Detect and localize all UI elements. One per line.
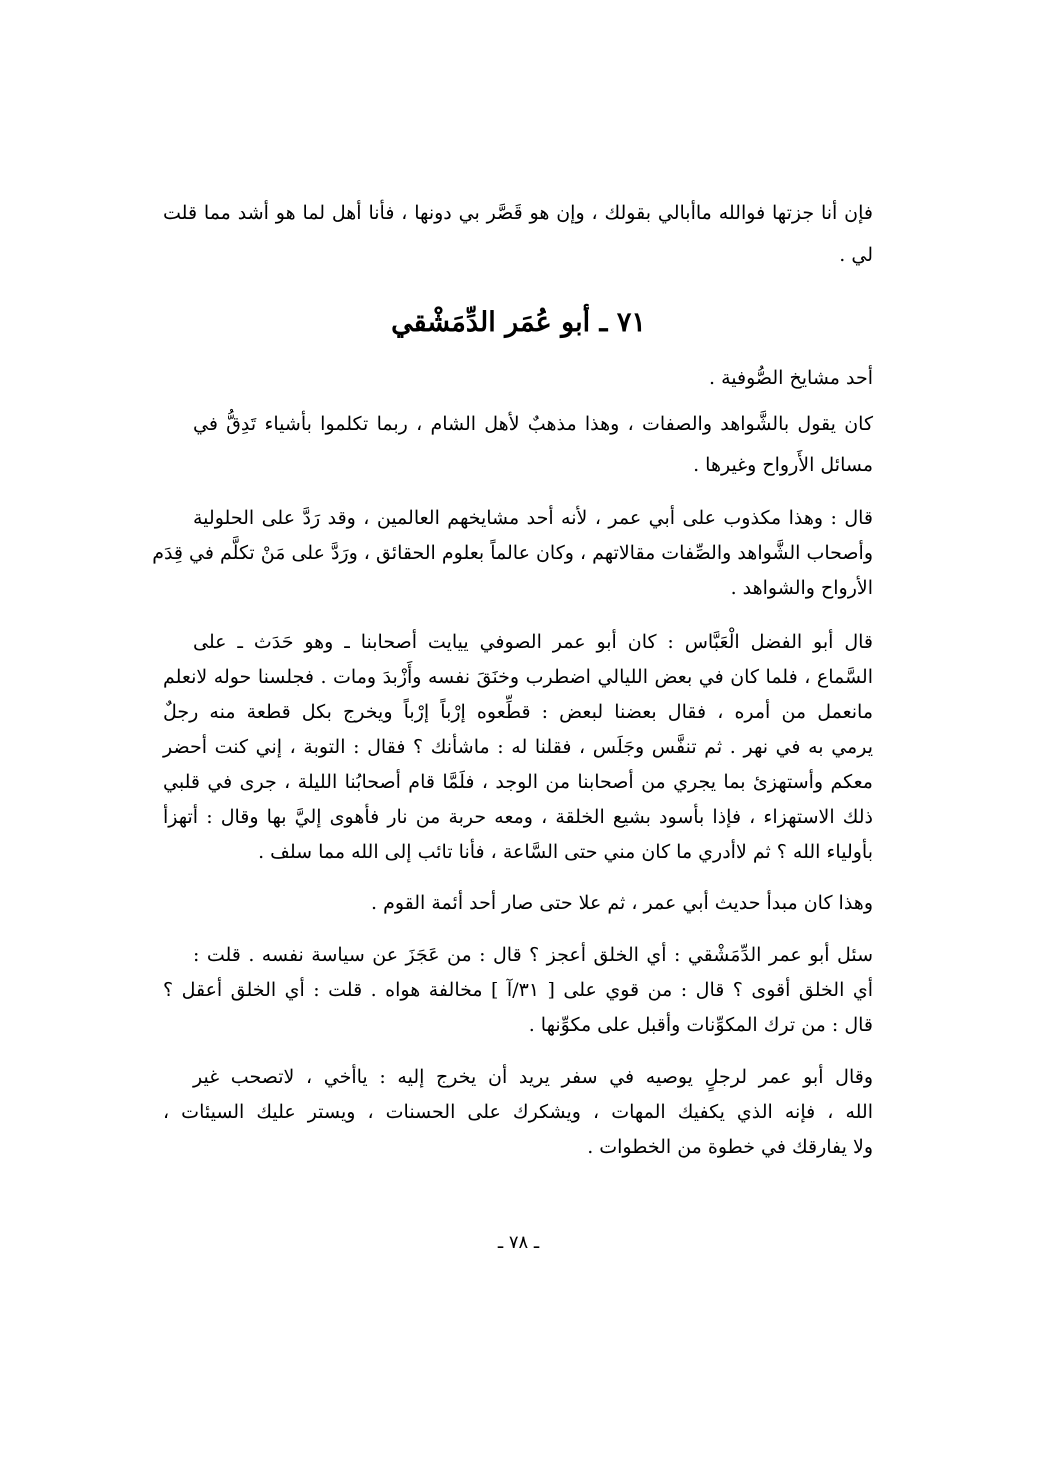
text-line: قال : وهذا مكذوب على أبي عمر ، لأنه أحد مشايخهم العالمين ، وقد رَدَّ على الحلولية xyxy=(193,507,873,529)
text-line: بأولياء الله ؟ ثم لاأدري ما كان مني حتى السَّاعة ، فأنا تائب إلى الله مما سلف . xyxy=(258,841,873,863)
page-number: ـ ٧٨ ـ xyxy=(497,1232,540,1253)
text-line: وأصحاب الشَّواهد والصِّفات مقالاتهم ، وكان عالماً بعلوم الحقائق ، ورَدَّ على مَنْ تكلَّم في قِدَم xyxy=(152,542,873,564)
text-line: ذلك الاستهزاء ، فإذا بأسود بشيع الخلقة ، ومعه حربة من نار فأهوى إليَّ بها وقال : أتهزأ xyxy=(163,806,873,828)
text-line: فإن أنا جزتها فوالله ماأبالي بقولك ، وإن هو قَصَّر بي دونها ، فأنا أهل لما هو أشد مما قلت xyxy=(163,202,873,224)
text-line: أحد مشايخ الصُّوفية . xyxy=(709,367,873,389)
section-heading: ٧١ ـ أبو عُمَر الدِّمَشْقي xyxy=(391,307,646,338)
text-line: قال : من ترك المكوِّنات وأقبل على مكوِّنها . xyxy=(528,1014,873,1036)
text-line: معكم وأستهزئ بما يجري من أصحابنا من الوجد ، فلَمَّا قام أصحابُنا الليلة ، جرى في قلبي xyxy=(163,771,873,793)
text-line: وهذا كان مبدأ حديث أبي عمر ، ثم علا حتى صار أحد أئمة القوم . xyxy=(370,892,873,914)
text-line: الأرواح والشواهد . xyxy=(730,577,873,599)
text-line: الله ، فإنه الذي يكفيك المهات ، ويشكرك على الحسنات ، ويستر عليك السيئات ، xyxy=(163,1101,873,1123)
text-line: كان يقول بالشَّواهد والصفات ، وهذا مذهبٌ لأهل الشام ، ربما تكلموا بأشياء تَدِقُّ في xyxy=(193,413,873,435)
text-line: لي . xyxy=(839,244,873,266)
text-line: مانعمل من أمره ، فقال بعضنا لبعض : قطِّعوه إرْباً إرْباً ويخرج بكل قطعة منه رجلٌ xyxy=(163,701,873,723)
text-line: سئل أبو عمر الدِّمَشْقي : أي الخلق أعجز ؟ قال : من عَجَزَ عن سياسة نفسه . قلت : xyxy=(193,944,873,966)
text-line: وقال أبو عمر لرجلٍ يوصيه في سفر يريد أن يخرج إليه : ياأخي ، لاتصحب غير xyxy=(193,1066,873,1088)
text-line: يرمي به في نهر . ثم تنفَّس وجَلَس ، فقلنا له : ماشأنك ؟ فقال : التوبة ، إني كنت أحضر xyxy=(163,736,873,758)
text-line: السَّماع ، فلما كان في بعض الليالي اضطرب وخنَقَ نفسه وأَزْبدَ ومات . فجلسنا حوله لانعلم xyxy=(163,666,873,688)
text-line: مسائل الأَرواح وغيرها . xyxy=(693,454,873,476)
text-line: قال أبو الفضل الْعَبَّاس : كان أبو عمر الصوفي ييايت أصحابنا ـ وهو حَدَث ـ على xyxy=(193,631,873,653)
text-line: أي الخلق أقوى ؟ قال : من قوي على [ ٣١/آ ] مخالفة هواه . قلت : أي الخلق أعقل ؟ xyxy=(163,979,874,1001)
text-line: ولا يفارقك في خطوة من الخطوات . xyxy=(587,1136,873,1158)
